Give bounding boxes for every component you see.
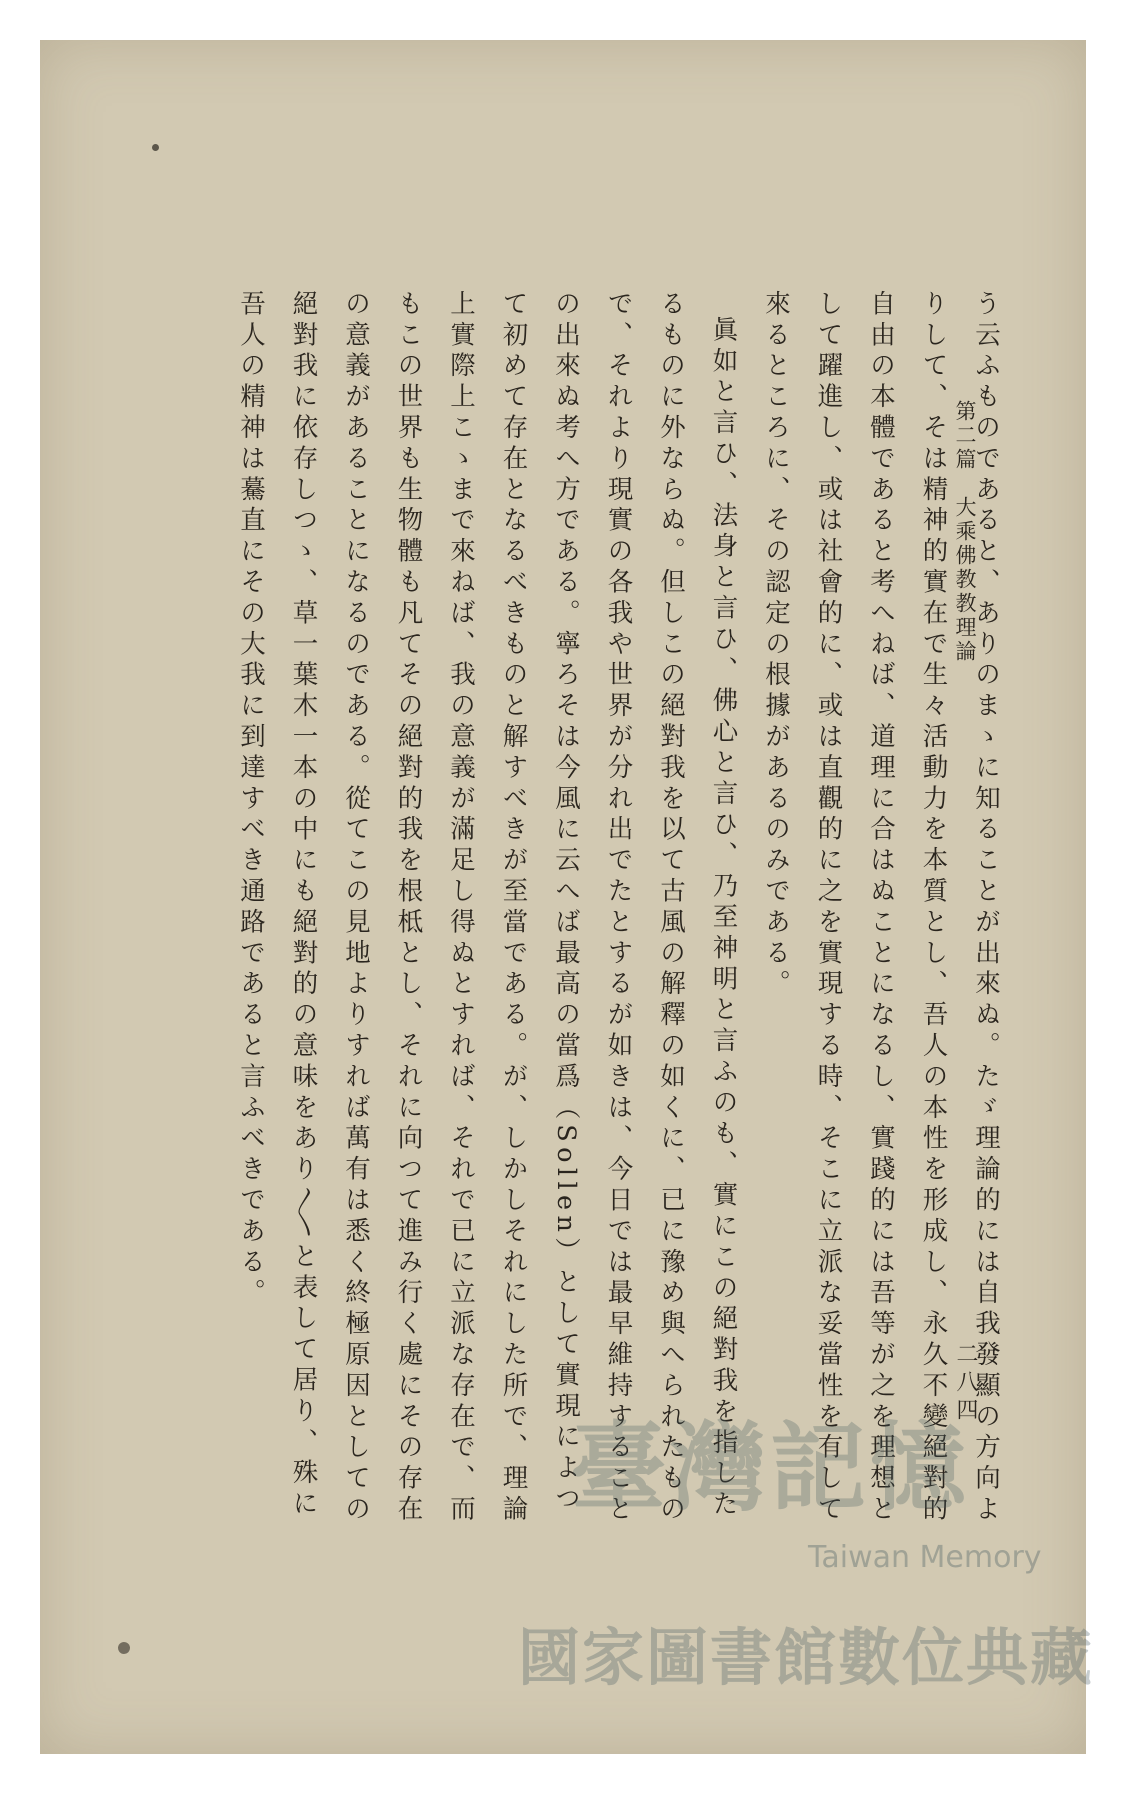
watermark-english: Taiwan Memory <box>808 1540 1042 1575</box>
paragraph: う云ふものであると、ありのまゝに知ることが出來ぬ。たゞ理論的には自我發顯の方向よりして、そは精神的實在で生々活動力を本質とし、吾人の本性を形成し、永久不變絕對的自由の本體であると考へねば、道理に合はぬことになるし、實踐的には吾等が之を理想として躍進し、或は社會的に、或は直觀的に之を實現する時、そこに立派な妥當性を有して來るところに、その認定の根據があるのみである。 <box>761 290 1001 1526</box>
book-page <box>40 40 1095 1754</box>
watermark-logo: 臺灣記憶 <box>570 1411 970 1524</box>
body-text <box>225 290 1013 1530</box>
paragraph: 眞如と言ひ、法身と言ひ、佛心と言ひ、乃至神明と言ふのも、實にこの絕對我を指したるものに外ならぬ。但しこの絕對我を以て古風の解釋の如くに、已に豫め與へられたもので、それより現實の各我や世界が分れ出でたとするが如きは、今日では最早維持することの出來ぬ考へ方である。寧ろそは今風に云へば最高の當爲（Sollen）として實現によつて初めて存在となるべきものと解すべきが至當である。が、しかしそれにした所で、理論上實際上こゝまで來ねば、我の意義が滿足し得ぬとすれば、それで已に立派な存在で、而もこの世界も生物體も凡てその絕對的我を根柢とし、それに向つて進み行く處にその存在の意義があることになるのである。從てこの見地よりすれば萬有は悉く終極原因としての絕對我に依存しつゝ、草一葉木一本の中にも絕對的の意味をあり〳〵と表して居り、殊に吾人の精神は驀直にその大我に到達すべき通路であると言ふべきである。 <box>236 290 739 1526</box>
running-header-title: 第二篇 大乘佛教教理論 <box>953 400 977 664</box>
page-number: 二八四 <box>953 1342 978 1426</box>
watermark-library-name: 國家圖書館數位典藏 <box>518 1621 1095 1694</box>
